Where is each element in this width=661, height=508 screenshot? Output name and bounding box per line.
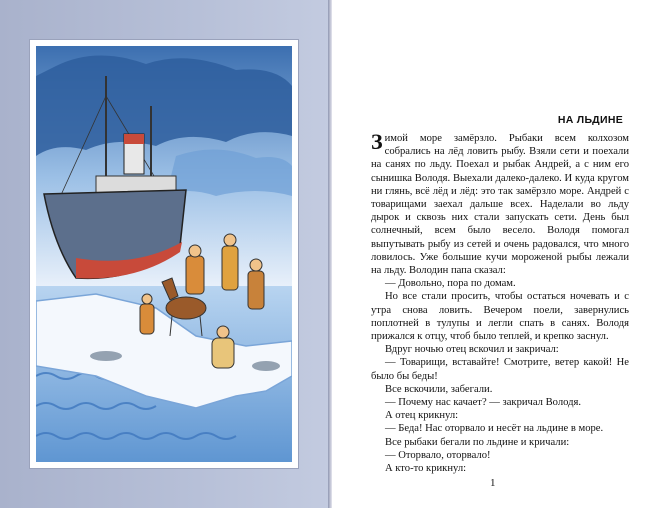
- paragraph: — Беда! Нас оторвало и несёт на льдине в море.: [385, 423, 604, 435]
- page-number: 1: [490, 477, 496, 489]
- story-title: НА ЛЬДИНЕ: [557, 114, 623, 126]
- paragraph: Вдруг ночью отец вскочил и закричал:: [385, 344, 559, 356]
- paragraph: — Оторвало, оторвало!: [385, 449, 491, 461]
- book-spine: [328, 0, 332, 508]
- paragraph: Но все стали просить, чтобы остаться ночевать и с утра снова ловить. Вечером поели, завернулись поплотней в тулупы и легли спать в санях. Володя прижался к отцу, чтоб было теплей, и крепко заснул.: [371, 291, 629, 343]
- right-page: [334, 0, 661, 508]
- paragraph: — Довольно, пора по домам.: [385, 278, 516, 290]
- illustration-ship-icebreaker: [36, 46, 292, 462]
- paragraph: А отец крикнул:: [385, 410, 459, 422]
- paragraph: Все рыбаки бегали по льдине и кричали:: [385, 436, 570, 448]
- paragraph: — Товарищи, вставайте! Смотрите, ветер какой! Не было бы беды!: [371, 357, 629, 382]
- paragraph: — Почему нас качает? — закричал Володя.: [385, 397, 582, 409]
- paragraph-first-text: имой море замёрзло. Рыбаки всем колхозом собрались на лёд ловить рыбу. Взяли сети и поехали на санях по льду. Поехал и рыбак Андрей, а с ним его сынишка Володя. Выехали далеко-далеко. И куда кругом ни глянь, всё лёд и лёд: это так замёрзло море. Андрей с товарищами заехал дальше всех. Наделали во льду дырок и сквозь них стали запускать сети. День был солнечный, всем было весело. Володя помогал выпутывать рыбу из сетей и очень радовался, что много ловилось. Уже большие кучи мороженой рыбы лежали на льду. Володин папа сказал:: [371, 133, 629, 277]
- paragraph-first: [371, 129, 629, 277]
- drop-cap: З: [371, 129, 383, 154]
- paragraph: А кто-то крикнул:: [385, 463, 467, 475]
- paragraph: Все вскочили, забегали.: [385, 383, 493, 395]
- story-text: [371, 129, 629, 475]
